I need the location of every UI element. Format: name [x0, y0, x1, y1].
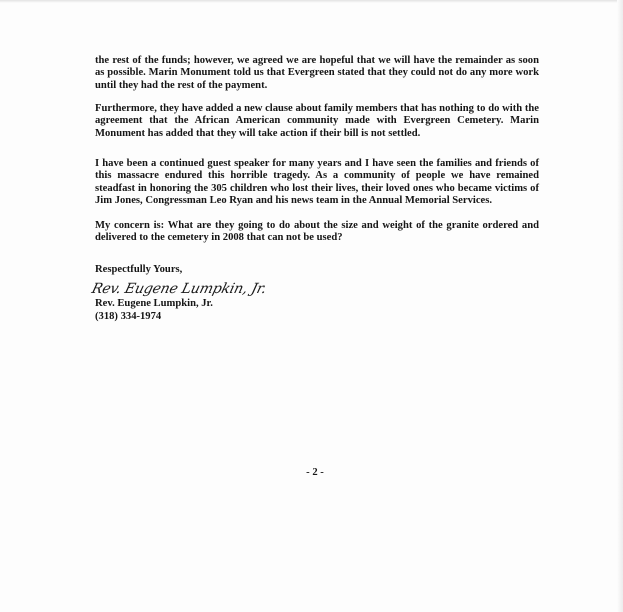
letter-paragraph-4: My concern is: What are they going to do about the size and weight of the granite ordered and delivered to the cemetery in 2008 that can not be used?	[95, 220, 539, 244]
scan-edge-top	[0, 0, 623, 3]
handwritten-signature: Rev. Eugene Lumpkin, Jr.	[90, 281, 269, 297]
signer-name: Rev. Eugene Lumpkin, Jr.	[95, 298, 213, 309]
letter-paragraph-3: I have been a continued guest speaker for many years and I have seen the families and friends of this massacre endured this horrible tragedy. As a community of people we have remained steadfast in honoring the 305 children who lost their lives, their loved ones who became victims of Jim Jones, Congressman Leo Ryan and his news team in the Annual Memorial Services.	[95, 158, 539, 206]
closing-salutation: Respectfully Yours,	[95, 264, 183, 275]
page-number: - 2 -	[306, 467, 324, 478]
letter-paragraph-2: Furthermore, they have added a new clause about family members that has nothing to do with the agreement that the African American community made with Evergreen Cemetery. Marin Monument has added that they will take action if their bill is not settled.	[95, 103, 539, 139]
letter-paragraph-1: the rest of the funds; however, we agreed we are hopeful that we will have the remainder as soon as possible. Marin Monument told us that Evergreen stated that they could not do any more work until they had the rest of the payment.	[95, 55, 539, 91]
scan-edge-right	[617, 0, 623, 612]
signer-phone: (318) 334-1974	[95, 311, 162, 322]
